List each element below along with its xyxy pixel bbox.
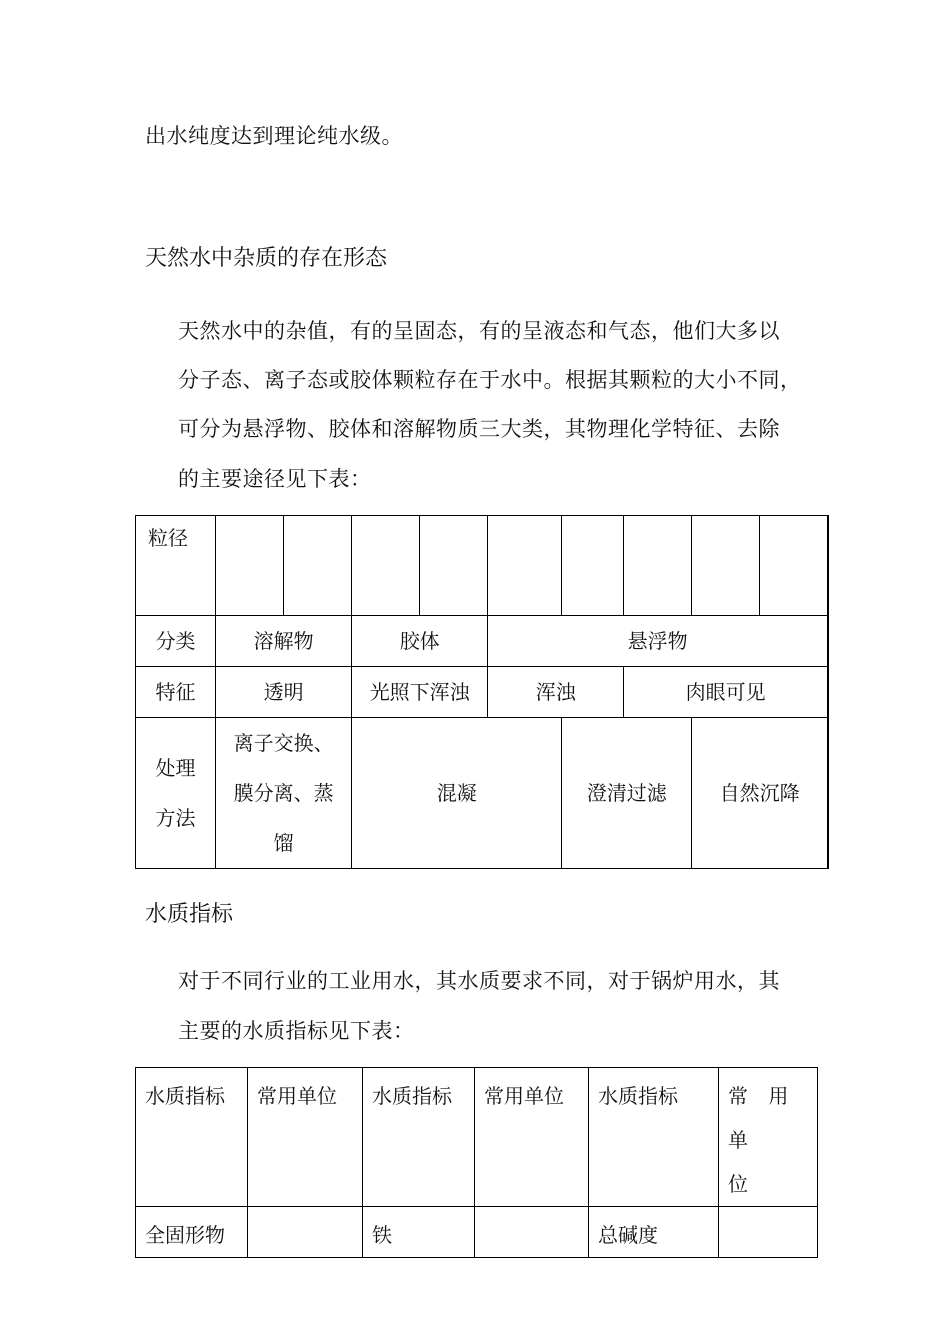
size-label-cell: 粒径 (136, 516, 216, 616)
section-heading-impurities: 天然水中杂质的存在形态 (145, 246, 388, 271)
feature-turbid-cell: 浑浊 (488, 667, 624, 718)
feature-transparent-cell: 透明 (216, 667, 352, 718)
size-cell (352, 516, 420, 616)
paragraph-line: 分子态、离子态或胶体颗粒存在于水中。根据其颗粒的大小不同， (178, 368, 802, 392)
intro-line: 出水纯度达到理论纯水级。 (145, 124, 403, 148)
method-ion-exchange-cell (216, 718, 352, 869)
size-cell (760, 516, 828, 616)
cell-unit-empty (719, 1207, 818, 1258)
paragraph-line: 主要的水质指标见下表： (178, 1019, 415, 1043)
method-label-cell (136, 718, 216, 869)
header-indicator: 水质指标 (363, 1068, 475, 1207)
method-settling-cell: 自然沉降 (692, 718, 828, 869)
cell-total-alkalinity: 总碱度 (589, 1207, 719, 1258)
feature-label-cell: 特征 (136, 667, 216, 718)
method-line: 膜分离、蒸 (233, 781, 334, 805)
header-unit-line: 位 (728, 1172, 755, 1196)
method-line: 离子交换、 (233, 731, 334, 755)
size-cell (284, 516, 352, 616)
method-clarification-cell: 澄清过滤 (562, 718, 692, 869)
size-cell (692, 516, 760, 616)
header-indicator: 水质指标 (136, 1068, 248, 1207)
paragraph-line: 可分为悬浮物、胶体和溶解物质三大类，其物理化学特征、去除 (178, 417, 780, 441)
header-unit: 常用单位 (248, 1068, 363, 1207)
header-unit-line: 常 用 单 (728, 1084, 796, 1152)
method-label-line: 处理 (155, 756, 196, 780)
size-cell (624, 516, 692, 616)
cell-unit-empty (475, 1207, 589, 1258)
cell-total-solids: 全固形物 (136, 1207, 248, 1258)
method-coagulation-cell: 混凝 (352, 718, 562, 869)
size-cell (562, 516, 624, 616)
cell-unit-empty (248, 1207, 363, 1258)
class-suspended-cell: 悬浮物 (488, 616, 828, 667)
feature-visible-cell: 肉眼可见 (624, 667, 828, 718)
header-unit: 常用单位 (475, 1068, 589, 1207)
class-dissolved-cell: 溶解物 (216, 616, 352, 667)
water-quality-table (135, 1067, 818, 1258)
header-indicator: 水质指标 (589, 1068, 719, 1207)
impurity-table (135, 515, 829, 869)
section-heading-water-quality: 水质指标 (145, 902, 234, 927)
size-cell (420, 516, 488, 616)
paragraph-line: 天然水中的杂值，有的呈固态，有的呈液态和气态，他们大多以 (178, 319, 780, 343)
paragraph-line: 的主要途径见下表： (178, 467, 372, 491)
method-label-line: 方法 (155, 806, 196, 830)
size-cell (216, 516, 284, 616)
class-colloid-cell: 胶体 (352, 616, 488, 667)
feature-light-turbid-cell: 光照下浑浊 (352, 667, 488, 718)
cell-iron: 铁 (363, 1207, 475, 1258)
method-line: 馏 (273, 831, 294, 855)
size-cell (488, 516, 562, 616)
paragraph-line: 对于不同行业的工业用水，其水质要求不同，对于锅炉用水，其 (178, 969, 780, 993)
header-unit (719, 1068, 818, 1207)
class-label-cell: 分类 (136, 616, 216, 667)
